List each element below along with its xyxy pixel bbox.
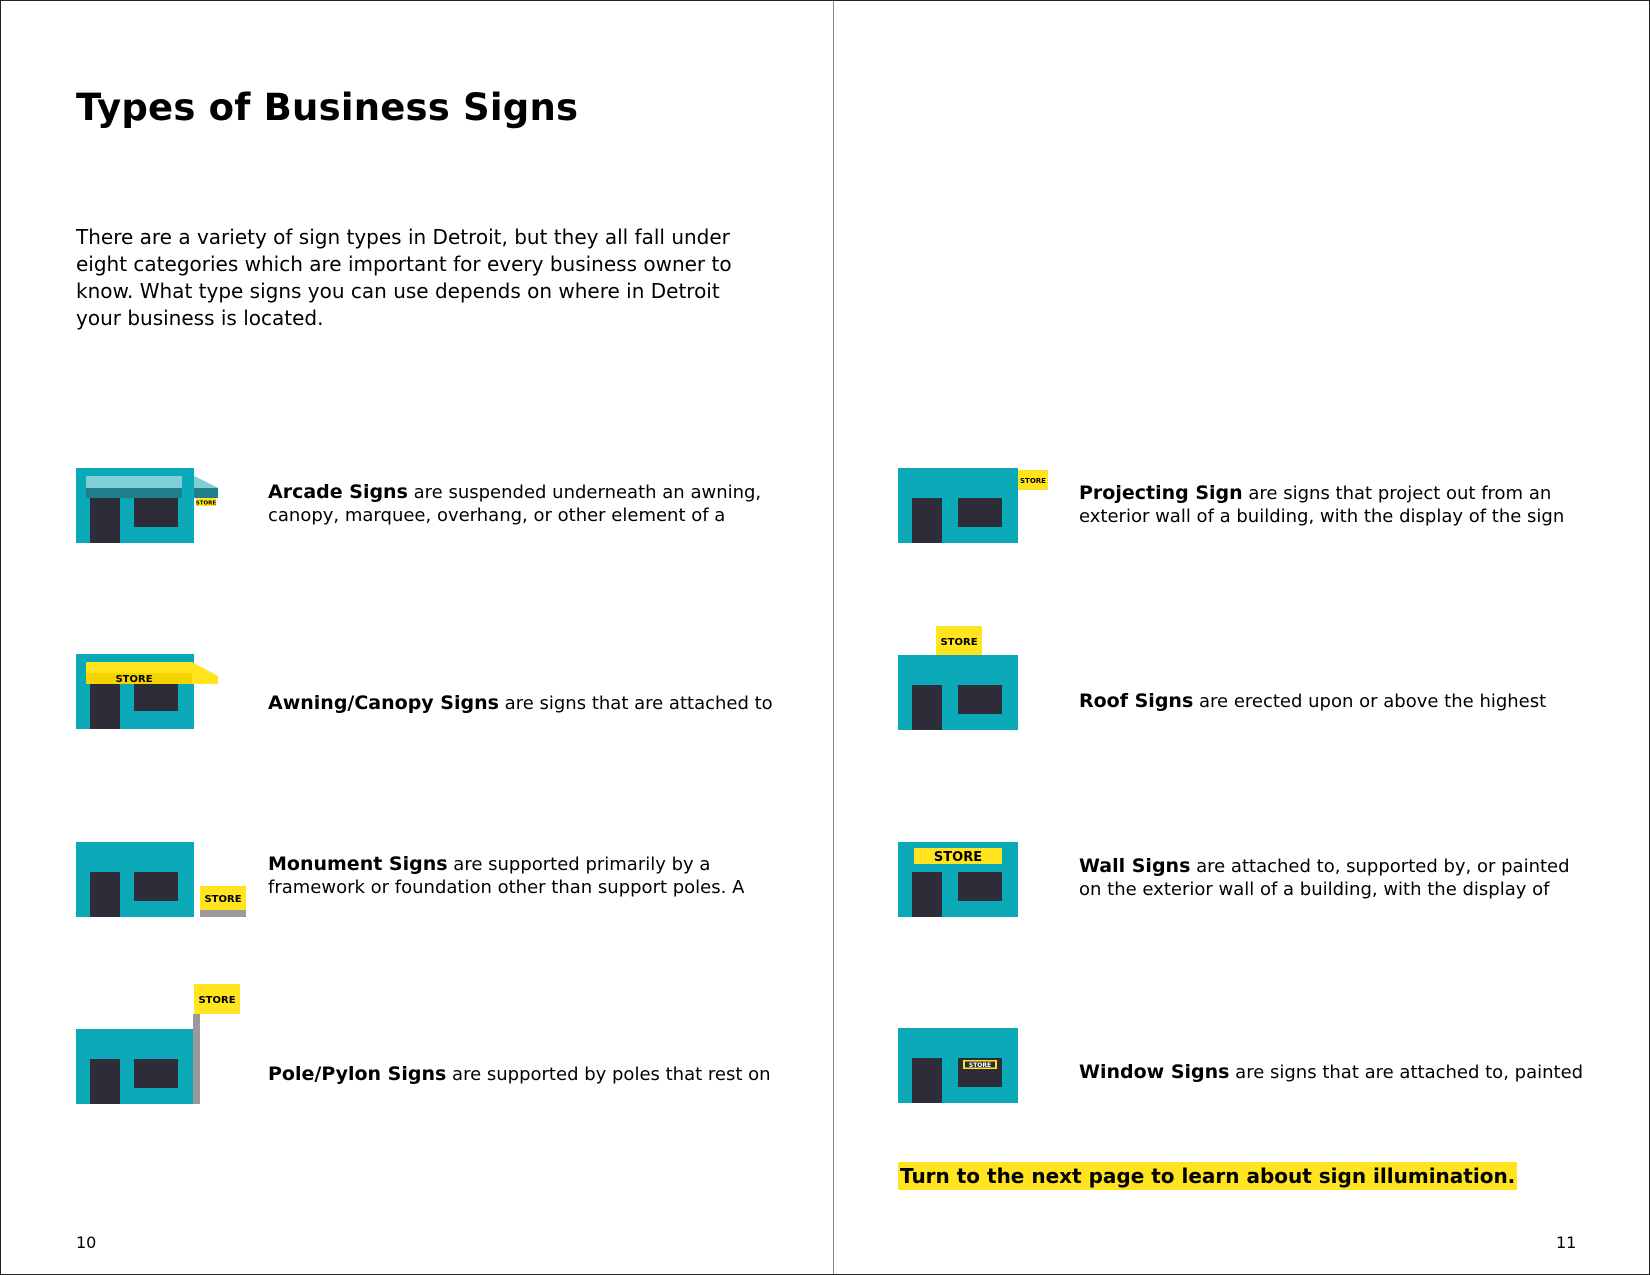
window-sign-icon: [898, 1028, 1020, 1104]
projecting-store-label: STORE: [1020, 477, 1046, 485]
pole-store-label: STORE: [198, 995, 236, 1006]
awning-store-label: STORE: [115, 674, 153, 685]
monument-store-label: STORE: [204, 894, 242, 905]
page-number-left: 10: [76, 1233, 97, 1252]
wall-store-label: STORE: [933, 850, 983, 865]
page-number-right: 11: [1556, 1233, 1577, 1252]
arcade-signs-description: Arcade Signs are suspended underneath an awning, canopy, marquee, overhang, or other element of a: [268, 481, 762, 526]
projecting-sign-icon: [898, 468, 1050, 544]
pole-pylon-sign-icon: [76, 984, 248, 1104]
roof-signs-term: Roof Signs: [1079, 690, 1194, 712]
arcade-signs-term: Arcade Signs: [268, 481, 408, 503]
arcade-store-label: STORE: [195, 500, 217, 507]
monument-signs-term: Monument Signs: [268, 853, 448, 875]
roof-sign-icon: [898, 624, 1020, 730]
awning-canopy-signs-description: Awning/Canopy Signs are signs that are attached to: [268, 692, 773, 714]
wall-signs-description: Wall Signs are attached to, supported by, or painted on the exterior wall of a building, with the display of: [1079, 855, 1570, 900]
intro-paragraph: There are a variety of sign types in Detroit, but they all fall under eight categories which are important for every business owner to know. What type signs you can use depends on where in Detroit your business is located.: [76, 225, 732, 330]
projecting-sign-description: Projecting Sign are signs that project out from an exterior wall of a building, with the display of the sign: [1079, 482, 1565, 527]
monument-sign-icon: [76, 842, 248, 918]
arcade-sign-icon: [76, 468, 220, 544]
roof-store-label: STORE: [940, 637, 978, 648]
roof-signs-description: Roof Signs are erected upon or above the highest: [1079, 690, 1547, 712]
pole-pylon-signs-description: Pole/Pylon Signs are supported by poles that rest on: [268, 1063, 771, 1085]
page-title: Types of Business Signs: [76, 86, 579, 129]
monument-signs-description: Monument Signs are supported primarily by a framework or foundation other than support poles. A: [268, 853, 745, 898]
wall-signs-term: Wall Signs: [1079, 855, 1191, 877]
page-spine-divider: [833, 1, 834, 1274]
next-page-callout: Turn to the next page to learn about sign illumination.: [900, 1164, 1516, 1188]
projecting-sign-term: Projecting Sign: [1079, 482, 1243, 504]
pole-pylon-signs-term: Pole/Pylon Signs: [268, 1063, 447, 1085]
wall-sign-icon: [898, 842, 1020, 918]
window-store-label: STORE: [968, 1061, 992, 1069]
window-signs-term: Window Signs: [1079, 1061, 1230, 1083]
window-signs-description: Window Signs are signs that are attached to, painted: [1079, 1061, 1584, 1083]
awning-sign-icon: [76, 654, 220, 730]
awning-canopy-signs-term: Awning/Canopy Signs: [268, 692, 499, 714]
